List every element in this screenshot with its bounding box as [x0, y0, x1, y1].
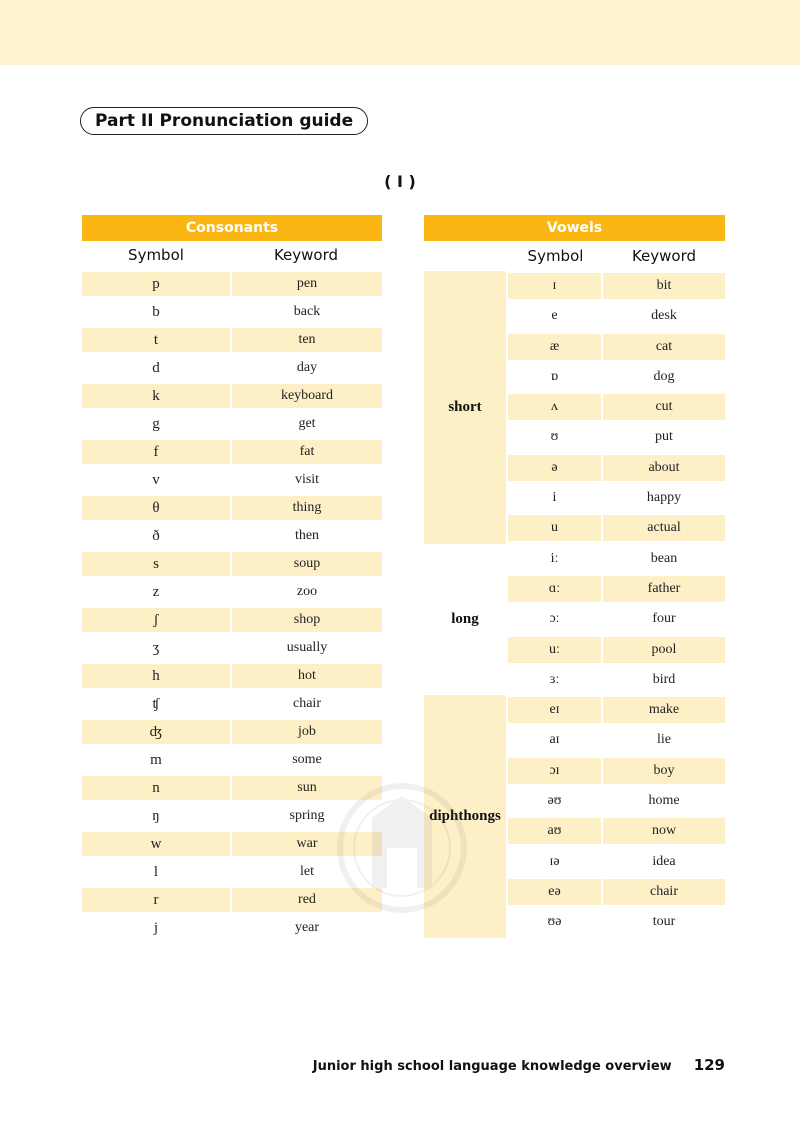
consonant-keyword: spring: [289, 808, 325, 823]
vowel-keyword: make: [603, 697, 725, 723]
table-row: [508, 816, 725, 846]
vowel-symbol: ɜː: [549, 671, 560, 687]
consonant-symbol: v: [152, 472, 160, 488]
table-row: [82, 606, 382, 634]
vowel-keyword: chair: [603, 879, 725, 905]
vowel-keyword: boy: [603, 758, 725, 784]
table-row: [508, 756, 725, 786]
consonant-keyword: some: [292, 752, 322, 767]
consonant-symbol: k: [82, 384, 230, 408]
vowel-keyword: dog: [653, 368, 675, 384]
consonant-symbol: ð: [152, 528, 160, 544]
table-row: [82, 298, 382, 326]
vowel-symbol: əʊ: [547, 793, 562, 809]
consonant-keyword: job: [232, 720, 382, 744]
vowel-keyword: lie: [657, 732, 671, 748]
consonant-symbol: n: [82, 776, 230, 800]
consonant-keyword: war: [232, 832, 382, 856]
vowel-symbol: aɪ: [549, 732, 560, 748]
vowel-group-label: diphthongs: [424, 695, 506, 937]
table-row: [82, 550, 382, 578]
vowel-symbol: ɪ: [508, 273, 601, 299]
vowel-symbol: ɔː: [549, 611, 560, 627]
vowel-keyword: cut: [603, 394, 725, 420]
consonant-symbol: ʤ: [82, 720, 230, 744]
vowel-keyword: about: [603, 455, 725, 481]
vowel-group-label: long: [451, 610, 479, 627]
consonant-keyword: soup: [232, 552, 382, 576]
consonant-symbol: d: [152, 360, 160, 376]
consonant-keyword: fat: [232, 440, 382, 464]
top-band: [0, 0, 800, 65]
vowel-symbol: ʊə: [547, 914, 562, 930]
table-row: [508, 574, 725, 604]
vowel-symbol: ɪə: [549, 853, 560, 869]
vowel-keyword: father: [603, 576, 725, 602]
table-row: [508, 392, 725, 422]
vowel-keyword: bit: [603, 273, 725, 299]
table-row: [82, 634, 382, 662]
vowel-symbol: ə: [508, 455, 601, 481]
vowel-symbol: ɒ: [550, 368, 559, 384]
consonant-keyword: ten: [232, 328, 382, 352]
consonant-symbol: z: [152, 584, 160, 600]
consonants-column-headers: [82, 241, 382, 270]
table-row: [508, 271, 725, 301]
vowels-keyword-header: Keyword: [631, 247, 697, 265]
vowel-symbol: aʊ: [508, 818, 601, 844]
vowel-symbol: e: [551, 308, 558, 324]
vowel-group: [424, 271, 725, 544]
page-number: 129: [693, 1056, 725, 1074]
table-row: [82, 270, 382, 298]
part-title: Part II Pronunciation guide: [80, 107, 368, 135]
table-row: [508, 907, 725, 937]
table-row: [82, 382, 382, 410]
consonant-keyword: visit: [294, 472, 320, 487]
consonant-keyword: then: [294, 528, 320, 543]
table-row: [508, 877, 725, 907]
vowel-symbol: æ: [508, 334, 601, 360]
vowel-keyword: idea: [652, 853, 676, 869]
consonant-symbol: t: [82, 328, 230, 352]
consonant-symbol: ʒ: [152, 640, 160, 656]
vowel-group-label: short: [424, 271, 506, 544]
vowel-keyword: cat: [603, 334, 725, 360]
consonant-keyword: zoo: [296, 584, 318, 599]
vowel-symbol: eɪ: [508, 697, 601, 723]
vowel-keyword: tour: [652, 914, 676, 930]
consonant-keyword: usually: [286, 640, 328, 655]
consonant-symbol: b: [152, 304, 160, 320]
section-number: ( I ): [384, 172, 416, 191]
consonant-symbol: s: [82, 552, 230, 576]
vowel-symbol: ɔɪ: [508, 758, 601, 784]
vowel-keyword: happy: [646, 490, 682, 506]
page-footer: [313, 1056, 725, 1074]
vowel-group: [424, 544, 725, 695]
vowel-symbol: ʌ: [508, 394, 601, 420]
table-row: [82, 578, 382, 606]
publisher-watermark: [332, 768, 472, 948]
table-row: [82, 662, 382, 690]
table-row: [508, 332, 725, 362]
consonant-keyword: get: [298, 416, 316, 431]
consonant-keyword: let: [300, 864, 314, 879]
consonants-keyword-header: Keyword: [273, 246, 339, 264]
consonants-title: Consonants: [82, 215, 382, 241]
table-row: [82, 410, 382, 438]
consonant-symbol: g: [152, 416, 160, 432]
table-row: [508, 695, 725, 725]
consonant-keyword: red: [232, 888, 382, 912]
table-row: [508, 635, 725, 665]
consonant-symbol: θ: [82, 496, 230, 520]
footer-text: Junior high school language knowledge overview: [312, 1059, 672, 1074]
vowel-keyword: put: [655, 429, 673, 445]
consonant-keyword: hot: [232, 664, 382, 688]
consonant-symbol: j: [153, 920, 159, 936]
vowels-title: Vowels: [424, 215, 725, 241]
table-row: [508, 604, 725, 634]
consonant-symbol: p: [82, 272, 230, 296]
consonant-symbol: ʃ: [82, 608, 230, 632]
consonant-symbol: l: [153, 864, 159, 880]
vowel-keyword: bean: [650, 550, 678, 566]
table-row: [82, 718, 382, 746]
consonant-keyword: day: [296, 360, 318, 375]
consonant-keyword: back: [293, 304, 321, 319]
vowel-symbol: u: [508, 515, 601, 541]
table-row: [508, 362, 725, 392]
table-row: [82, 466, 382, 494]
table-row: [82, 494, 382, 522]
vowel-symbol: i: [552, 490, 557, 506]
consonant-symbol: f: [82, 440, 230, 464]
vowel-keyword: desk: [651, 308, 677, 324]
vowel-keyword: bird: [652, 671, 676, 687]
vowel-keyword: pool: [603, 637, 725, 663]
table-row: [508, 665, 725, 695]
consonant-keyword: year: [294, 920, 320, 935]
vowel-symbol: eə: [508, 879, 601, 905]
consonant-symbol: ŋ: [152, 808, 160, 824]
consonant-keyword: chair: [293, 696, 321, 711]
vowels-symbol-header: Symbol: [527, 247, 584, 265]
consonants-symbol-header: Symbol: [128, 246, 184, 264]
consonant-symbol: m: [150, 752, 162, 768]
table-row: [508, 301, 725, 331]
table-row: [508, 483, 725, 513]
vowel-symbol: ɑː: [508, 576, 601, 602]
table-row: [82, 690, 382, 718]
consonant-keyword: keyboard: [232, 384, 382, 408]
consonant-symbol: w: [82, 832, 230, 856]
table-row: [508, 513, 725, 543]
table-row: [508, 544, 725, 574]
table-row: [508, 453, 725, 483]
consonant-keyword: shop: [232, 608, 382, 632]
consonant-keyword: pen: [232, 272, 382, 296]
vowel-keyword: now: [603, 818, 725, 844]
consonant-keyword: thing: [232, 496, 382, 520]
vowel-keyword: four: [652, 611, 676, 627]
consonant-symbol: h: [82, 664, 230, 688]
consonant-symbol: ʧ: [152, 696, 160, 712]
vowel-keyword: actual: [603, 515, 725, 541]
table-row: [82, 522, 382, 550]
table-row: [82, 354, 382, 382]
table-row: [82, 438, 382, 466]
vowel-keyword: home: [648, 793, 680, 809]
table-row: [508, 786, 725, 816]
table-row: [508, 847, 725, 877]
vowel-symbol: iː: [550, 550, 559, 566]
table-row: [508, 422, 725, 452]
vowel-symbol: ʊ: [550, 429, 559, 445]
vowels-column-headers: [424, 241, 725, 271]
vowel-symbol: uː: [508, 637, 601, 663]
table-row: [508, 725, 725, 755]
consonant-keyword: sun: [232, 776, 382, 800]
consonant-symbol: r: [82, 888, 230, 912]
table-row: [82, 326, 382, 354]
